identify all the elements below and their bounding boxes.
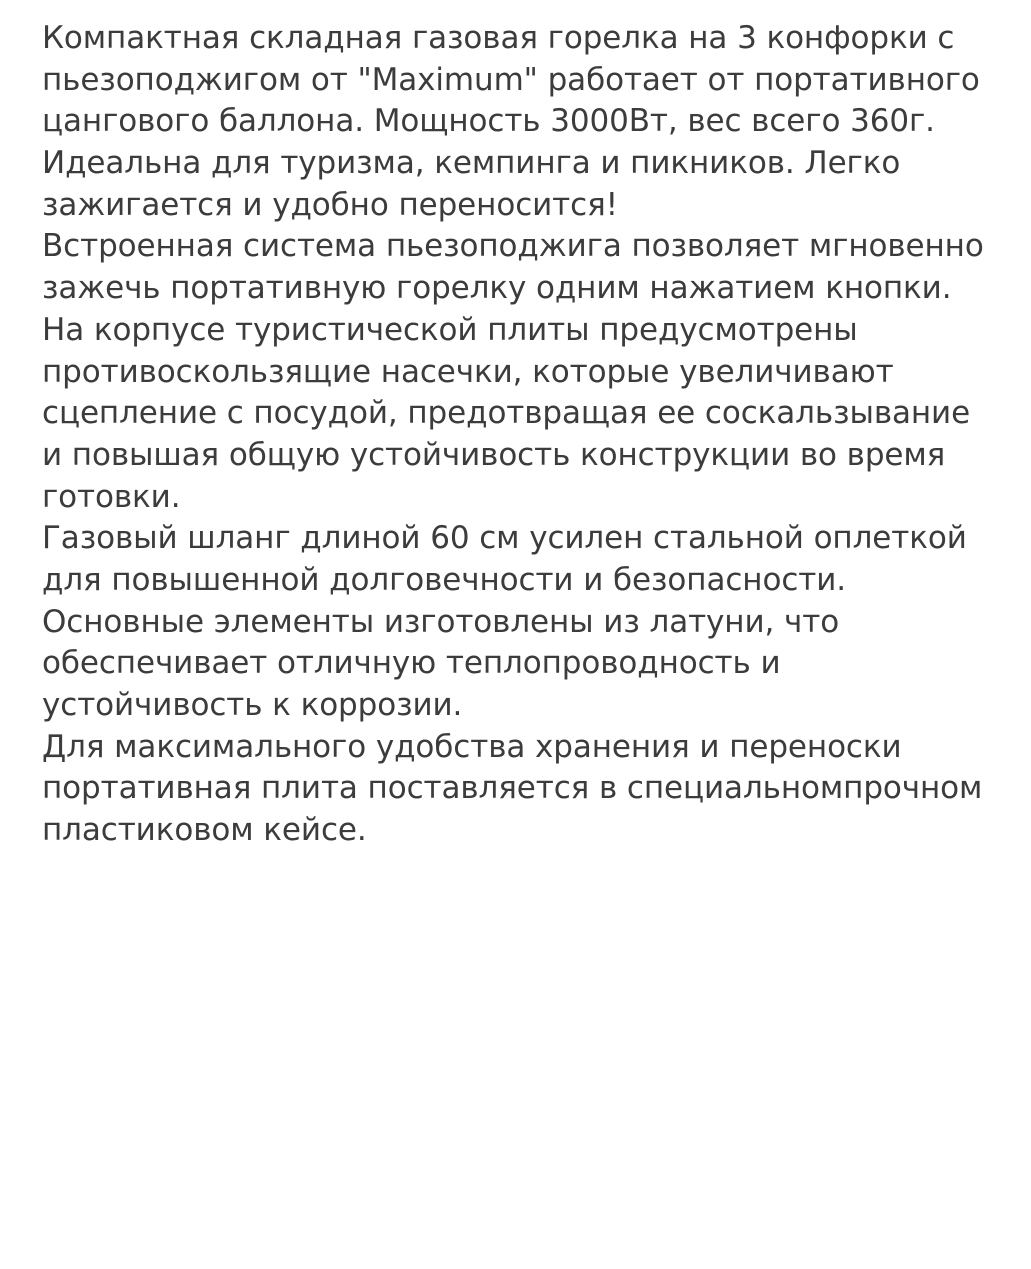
description-paragraph-2: Встроенная система пьезоподжига позволяет мгновенно зажечь портативную горелку одним нажатием кнопки.: [42, 228, 994, 307]
description-paragraph-3: На корпусе туристической плиты предусмотрены противоскользящие насечки, которые увеличивают сцепление с посудой, предотвращая ее соскальзывание и повышая общую устойчивость конструкции во время готовки.: [42, 311, 980, 515]
description-body: [42, 18, 994, 852]
description-paragraph-1: Компактная складная газовая горелка на 3 конфорки с пьезоподжигом от "Maximum" работает от портативного цангового баллона. Мощность 3000Вт, вес всего 360г. Идеальна для туризма, кемпинга и пикников. Легко зажигается и удобно переносится!: [42, 20, 990, 223]
description-paragraph-5: Для максимального удобства хранения и переноски портативная плита поставляется в специальномпрочном пластиковом кейсе.: [42, 728, 993, 849]
description-paragraph-4: Газовый шланг длиной 60 см усилен стальной оплеткой для повышенной долговечности и безопасности. Основные элементы изготовлены из латуни, что обеспечивает отличную теплопроводность и устойчивость к коррозии.: [42, 520, 977, 723]
